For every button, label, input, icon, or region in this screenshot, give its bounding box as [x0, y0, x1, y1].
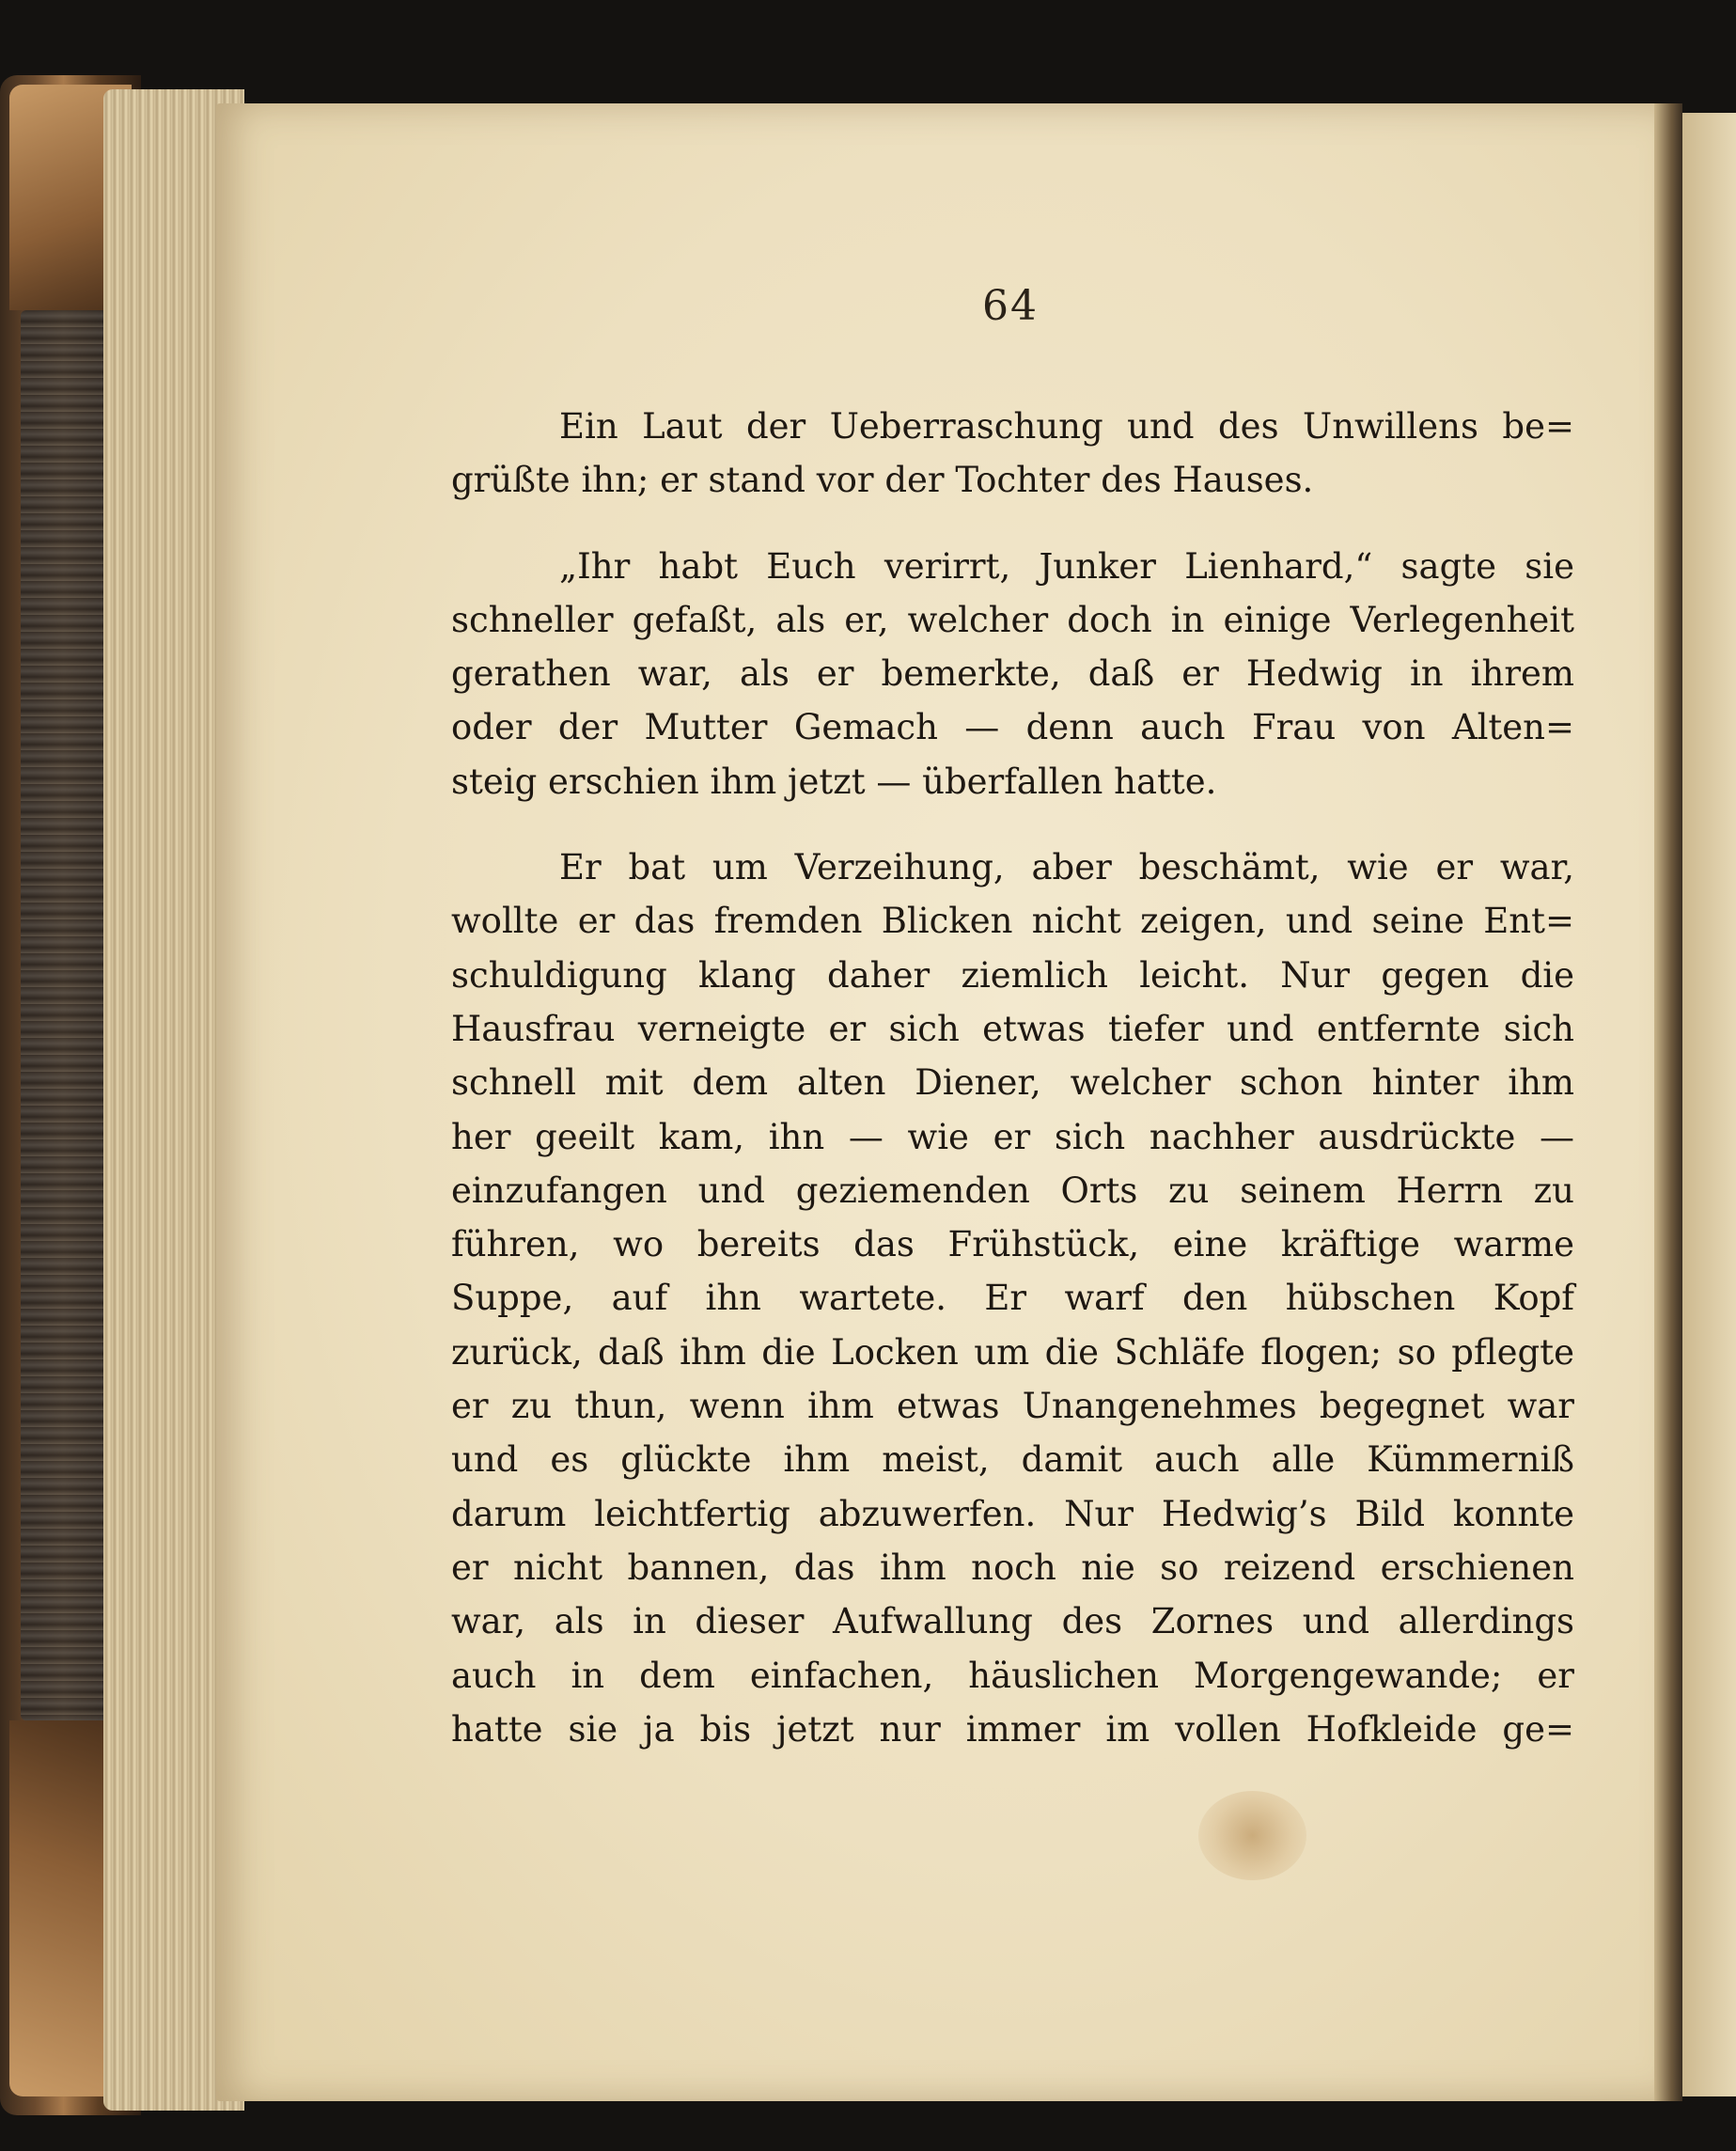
text-line: war, als in dieser Aufwallung des Zornes und allerdings — [451, 1601, 1574, 1642]
book-gutter — [1654, 103, 1682, 2101]
text-line: Er bat um Verzeihung, aber beschämt, wie er war, — [559, 847, 1574, 888]
text-line: her geeilt kam, ihn — wie er sich nachher ausdrückte — — [451, 1116, 1574, 1157]
page-number: 64 — [982, 282, 1039, 330]
text-line: wollte er das fremden Blicken nicht zeigen, und seine Ent= — [451, 901, 1574, 942]
body-text — [451, 400, 1574, 1756]
facing-page-edge — [1682, 113, 1736, 2096]
text-line: Ein Laut der Ueberraschung und des Unwillens be= — [559, 406, 1574, 447]
text-line: führen, wo bereits das Frühstück, eine kräftige warme — [451, 1224, 1574, 1265]
text-line: steig erschien ihm jetzt — überfallen hatte. — [451, 761, 1217, 802]
foxing-stain — [1198, 1791, 1306, 1880]
text-line: Hausfrau verneigte er sich etwas tiefer und entfernte sich — [451, 1008, 1574, 1049]
text-line: schneller gefaßt, als er, welcher doch in einige Verlegenheit — [451, 599, 1574, 640]
text-line: gerathen war, als er bemerkte, daß er Hedwig in ihrem — [451, 653, 1574, 695]
text-line: und es glückte ihm meist, damit auch alle Kümmerniß — [451, 1439, 1574, 1481]
text-line: grüßte ihn; er stand vor der Tochter des Hauses. — [451, 460, 1314, 501]
text-line: zurück, daß ihm die Locken um die Schläfe flogen; so pflegte — [451, 1331, 1574, 1373]
text-line: oder der Mutter Gemach — denn auch Frau von Alten= — [451, 707, 1574, 748]
text-line: „Ihr habt Euch verirrt, Junker Lienhard,“ sagte sie — [559, 545, 1574, 587]
text-line: Suppe, auf ihn wartete. Er warf den hübschen Kopf — [451, 1278, 1574, 1319]
text-line: er nicht bannen, das ihm noch nie so reizend erschienen — [451, 1547, 1574, 1588]
text-line: darum leichtfertig abzuwerfen. Nur Hedwig’s Bild konnte — [451, 1493, 1574, 1534]
text-line: einzufangen und geziemenden Orts zu seinem Herrn zu — [451, 1170, 1574, 1211]
text-line: er zu thun, wenn ihm etwas Unangenehmes begegnet war — [451, 1386, 1574, 1427]
text-line: auch in dem einfachen, häuslichen Morgengewande; er — [451, 1655, 1574, 1696]
text-line: schnell mit dem alten Diener, welcher schon hinter ihm — [451, 1062, 1574, 1104]
text-line: schuldigung klang daher ziemlich leicht. Nur gegen die — [451, 954, 1574, 996]
text-line: hatte sie ja bis jetzt nur immer im vollen Hofkleide ge= — [451, 1708, 1574, 1750]
